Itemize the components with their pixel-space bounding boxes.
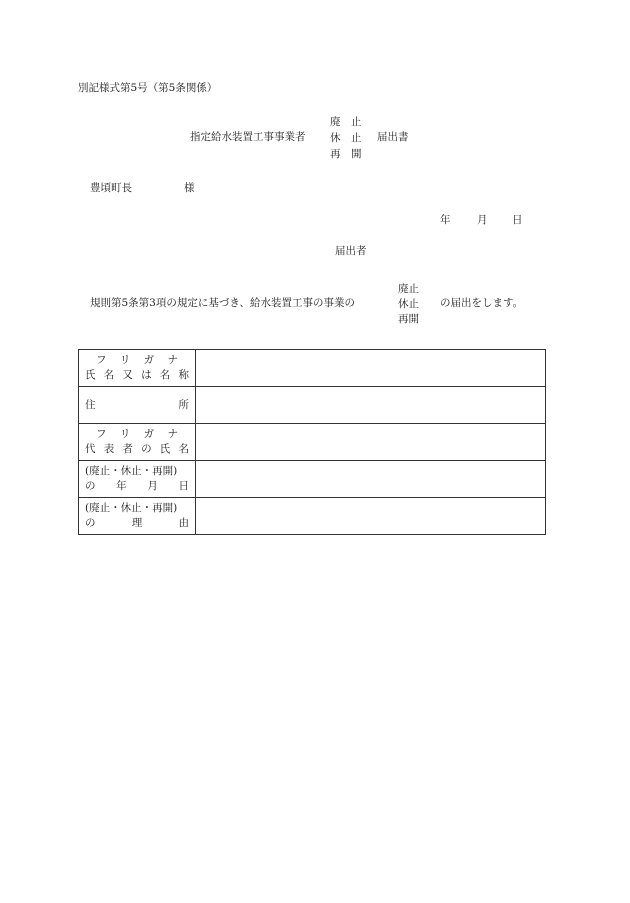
label-char: の <box>85 517 96 529</box>
row-label-representative <box>79 424 196 461</box>
reason-value-field[interactable] <box>196 498 546 535</box>
label-char: ガ <box>143 428 155 440</box>
title-options <box>330 115 362 163</box>
body-text-before: 規則第5条第3項の規定に基づき、給水装置工事の事業の <box>90 297 355 309</box>
title-suffix: 届出書 <box>377 131 409 143</box>
label-char: 又 <box>122 369 133 381</box>
label-char: 日 <box>178 480 189 492</box>
title-prefix: 指定給水装置工事事業者 <box>190 131 306 143</box>
body-options <box>398 282 419 327</box>
label-char: 者 <box>122 443 133 455</box>
label-char: ナ <box>167 354 178 366</box>
title-option-kyushi: 休 止 <box>330 132 362 144</box>
body-option-saikai: 再開 <box>398 313 419 325</box>
label-char: 月 <box>147 480 158 492</box>
title-option-haishi: 廃 止 <box>330 116 362 128</box>
date-value-field[interactable] <box>196 461 546 498</box>
name-value-field[interactable] <box>196 350 546 387</box>
table-row <box>79 498 546 535</box>
label-char: 住 <box>85 398 96 411</box>
representative-value-field[interactable] <box>196 424 546 461</box>
label-char: 理 <box>131 517 143 529</box>
label-char: 名 <box>159 369 171 381</box>
submitter-label: 届出者 <box>335 245 367 257</box>
row-label-reason <box>79 498 196 535</box>
table-row <box>79 461 546 498</box>
body-option-kyushi: 休止 <box>398 298 419 310</box>
addressee-name: 豊頃町長 <box>90 182 132 194</box>
body-text-after: の届出をします。 <box>440 297 524 309</box>
label-text: (廃止・休止・再開) <box>85 465 178 477</box>
label-char: 代 <box>85 443 96 455</box>
title-option-saikai: 再 開 <box>330 148 362 160</box>
label-text: (廃止・休止・再開) <box>85 502 178 514</box>
label-char: 由 <box>178 517 189 529</box>
label-char: リ <box>119 354 131 366</box>
date-year: 年 <box>440 214 451 226</box>
row-label-name <box>79 350 196 387</box>
label-char: 氏 <box>159 443 171 455</box>
label-char: フ <box>96 428 107 440</box>
row-label-address <box>79 387 196 424</box>
addressee-honorific: 様 <box>184 182 195 194</box>
label-char: の <box>141 443 152 455</box>
label-char: 氏 <box>85 369 96 381</box>
table-row <box>79 387 546 424</box>
date-day: 日 <box>512 214 523 226</box>
date-month: 月 <box>477 214 488 226</box>
label-char: リ <box>119 428 131 440</box>
label-char: 所 <box>178 398 189 411</box>
address-value-field[interactable] <box>196 387 546 424</box>
table-row <box>79 350 546 387</box>
label-char: 名 <box>103 369 115 381</box>
label-char: 名 <box>178 443 189 455</box>
notification-form-table <box>78 349 546 535</box>
row-label-date <box>79 461 196 498</box>
label-char: ナ <box>167 428 178 440</box>
label-char: ガ <box>143 354 155 366</box>
body-option-haishi: 廃止 <box>398 283 419 295</box>
form-number: 別記様式第5号（第5条関係） <box>78 82 218 94</box>
label-char: は <box>141 369 152 381</box>
label-char: 年 <box>116 480 127 492</box>
label-char: 称 <box>178 369 189 381</box>
label-char: フ <box>96 354 107 366</box>
label-char: 表 <box>103 443 115 455</box>
table-row <box>79 424 546 461</box>
label-char: の <box>85 480 96 492</box>
